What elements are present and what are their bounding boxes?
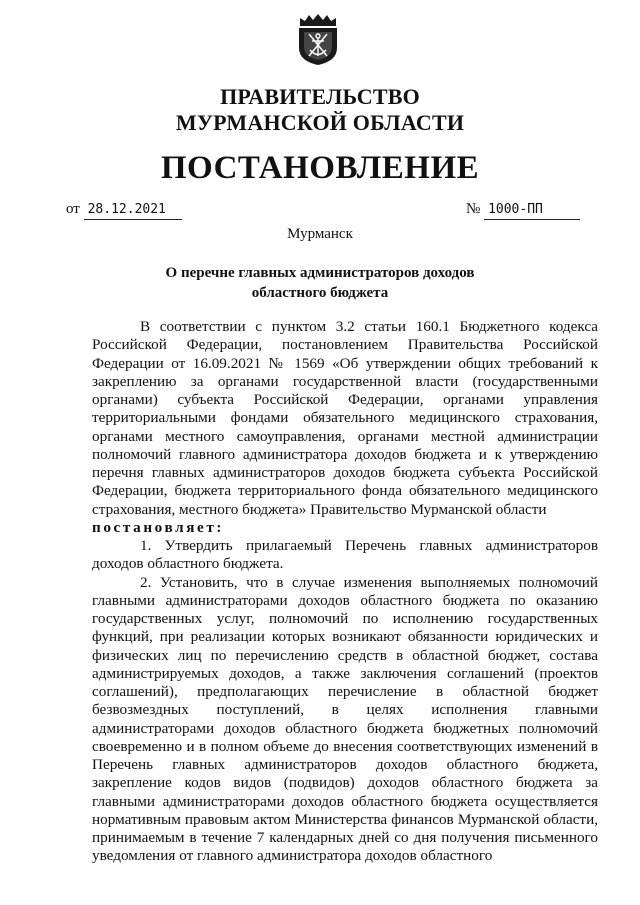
date-prefix: от <box>66 201 80 217</box>
date-line <box>66 200 182 220</box>
subject-title-line1: О перечне главных администраторов доходов <box>165 265 475 281</box>
preamble-text: В соответствии с пунктом 3.2 статьи 160.1 Бюджетного кодекса Российской Федерации, постановлением Правительства Российской Федерации от 16.09.2021 № 1569 «Об утверждении общих требований к закреплению за органами государственной власти (государственными органами) субъекта Российской Федерации, органами управления территориальными фондами обязательного медицинского страхования, органами местного самоуправления, органами местной администрации полномочий главного администратора доходов бюджета и к утверждению перечня главных администраторов доходов бюджета субъекта Российской Федерации, бюджета территориального фонда обязательного медицинского страхования, местного бюджета» Правительство Мурманской области <box>92 318 598 518</box>
item-1-paragraph: 1. Утвердить прилагаемый Перечень главных администраторов доходов областного бюджета. <box>92 537 598 573</box>
org-name-line1: ПРАВИТЕЛЬСТВО <box>220 84 420 109</box>
document-body <box>92 318 598 866</box>
document-number: 1000-ПП <box>484 201 580 220</box>
item-2-paragraph: 2. Установить, что в случае изменения выполняемых полномочий главными администраторами доходов областного бюджета по оказанию государственных услуг, полномочий по исполнению государственных функций, при реализации которых возникают обязанности юридических и физических лиц по перечислению средств в областной бюджет, состава администрируемых доходов, а также заключения соглашений (проектов соглашений), предполагающих перечисление в областной бюджет безвозмездных поступлений, в целях исполнения главными администраторами доходов областного бюджета бюджетных полномочий своевременно и в полном объеме до внесения соответствующих изменений в Перечень главных администраторов доходов областного бюджета, закрепление кодов видов (подвидов) доходов областного бюджета за главными администраторами доходов областного бюджета осуществляется нормативным правовым актом Министерства финансов Мурманской области, принимаемым в течение 7 календарных дней со дня получения письменного уведомления от главного администратора доходов областного <box>92 573 598 865</box>
preamble-paragraph <box>92 318 598 519</box>
document-type-title: ПОСТАНОВЛЕНИЕ <box>160 150 480 186</box>
document-date: 28.12.2021 <box>84 201 182 220</box>
resolves-word: постановляет: <box>92 518 225 536</box>
resolves-paragraph <box>92 519 598 537</box>
number-prefix: № <box>466 201 481 217</box>
city-name: Мурманск <box>287 226 353 242</box>
coat-of-arms-icon <box>296 12 340 66</box>
org-name-line2: МУРМАНСКОЙ ОБЛАСТИ <box>175 110 465 135</box>
number-line <box>466 200 580 220</box>
subject-title-line2: областного бюджета <box>251 285 389 301</box>
